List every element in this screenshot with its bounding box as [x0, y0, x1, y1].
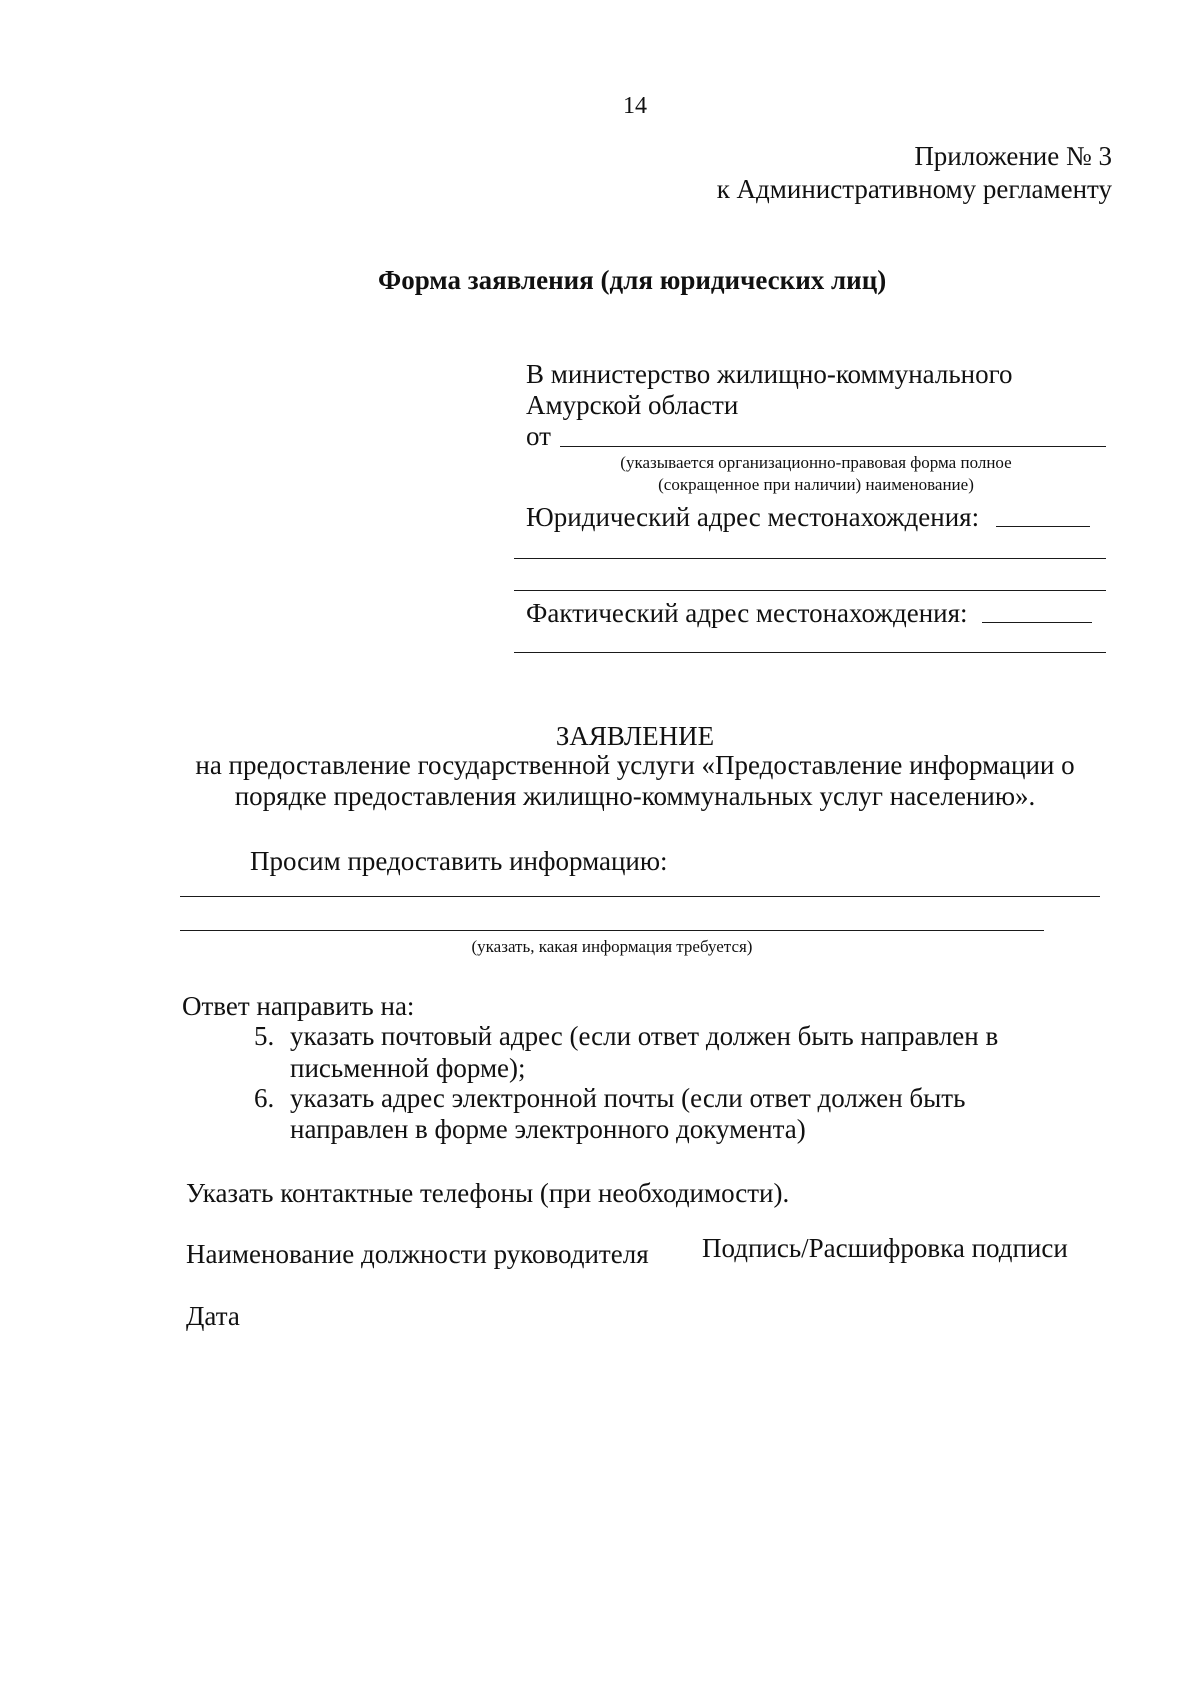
date-label: Дата [186, 1301, 240, 1331]
request-field-line-2[interactable] [180, 930, 1044, 931]
position-label: Наименование должности руководителя [186, 1239, 649, 1269]
request-text: Просим предоставить информацию: [250, 846, 668, 876]
response-item-text: указать адрес электронной почты (если ответ должен быть [290, 1083, 966, 1113]
from-field-line[interactable] [560, 446, 1106, 447]
request-field-line-1[interactable] [180, 896, 1100, 897]
from-label: от [526, 421, 551, 451]
from-hint-line2: (сокращенное при наличии) наименование) [658, 475, 974, 494]
statement-subtitle-line1: на предоставление государственной услуги «Предоставление информации о [195, 750, 1075, 780]
appendix-regulation: к Административному регламенту [716, 174, 1112, 204]
signature-label: Подпись/Расшифровка подписи [702, 1233, 1068, 1263]
request-hint: (указать, какая информация требуется) [471, 937, 753, 956]
statement-title: ЗАЯВЛЕНИЕ [555, 721, 715, 751]
contacts-text: Указать контактные телефоны (при необходимости). [186, 1178, 790, 1208]
response-item-number: 6. [254, 1083, 275, 1113]
actual-address-line-1[interactable] [982, 622, 1092, 623]
legal-address-line-3[interactable] [514, 590, 1106, 591]
legal-address-line-1[interactable] [996, 526, 1090, 527]
legal-address-line-2[interactable] [514, 558, 1106, 559]
statement-subtitle-line2: порядке предоставления жилищно-коммунальных услуг населению». [234, 781, 1036, 811]
response-item-text: указать почтовый адрес (если ответ должен быть направлен в [290, 1021, 999, 1051]
response-item-6 [254, 1082, 965, 1114]
form-title: Форма заявления (для юридических лиц) [378, 265, 887, 295]
appendix-number: Приложение № 3 [914, 141, 1112, 171]
actual-address-line-2[interactable] [514, 652, 1106, 653]
addressee-line2: Амурской области [526, 390, 739, 420]
response-item-5 [254, 1020, 998, 1052]
addressee-line1: В министерство жилищно-коммунального [526, 359, 1013, 389]
legal-address-label: Юридический адрес местонахождения: [526, 502, 980, 532]
response-label: Ответ направить на: [182, 991, 415, 1021]
response-item-number: 5. [254, 1021, 275, 1051]
from-hint-line1: (указывается организационно-правовая форма полное [620, 453, 1012, 472]
page-number: 14 [623, 93, 647, 119]
response-item-6-continued: направлен в форме электронного документа) [290, 1114, 806, 1144]
actual-address-label: Фактический адрес местонахождения: [526, 598, 968, 628]
response-item-5-continued: письменной форме); [290, 1053, 526, 1083]
